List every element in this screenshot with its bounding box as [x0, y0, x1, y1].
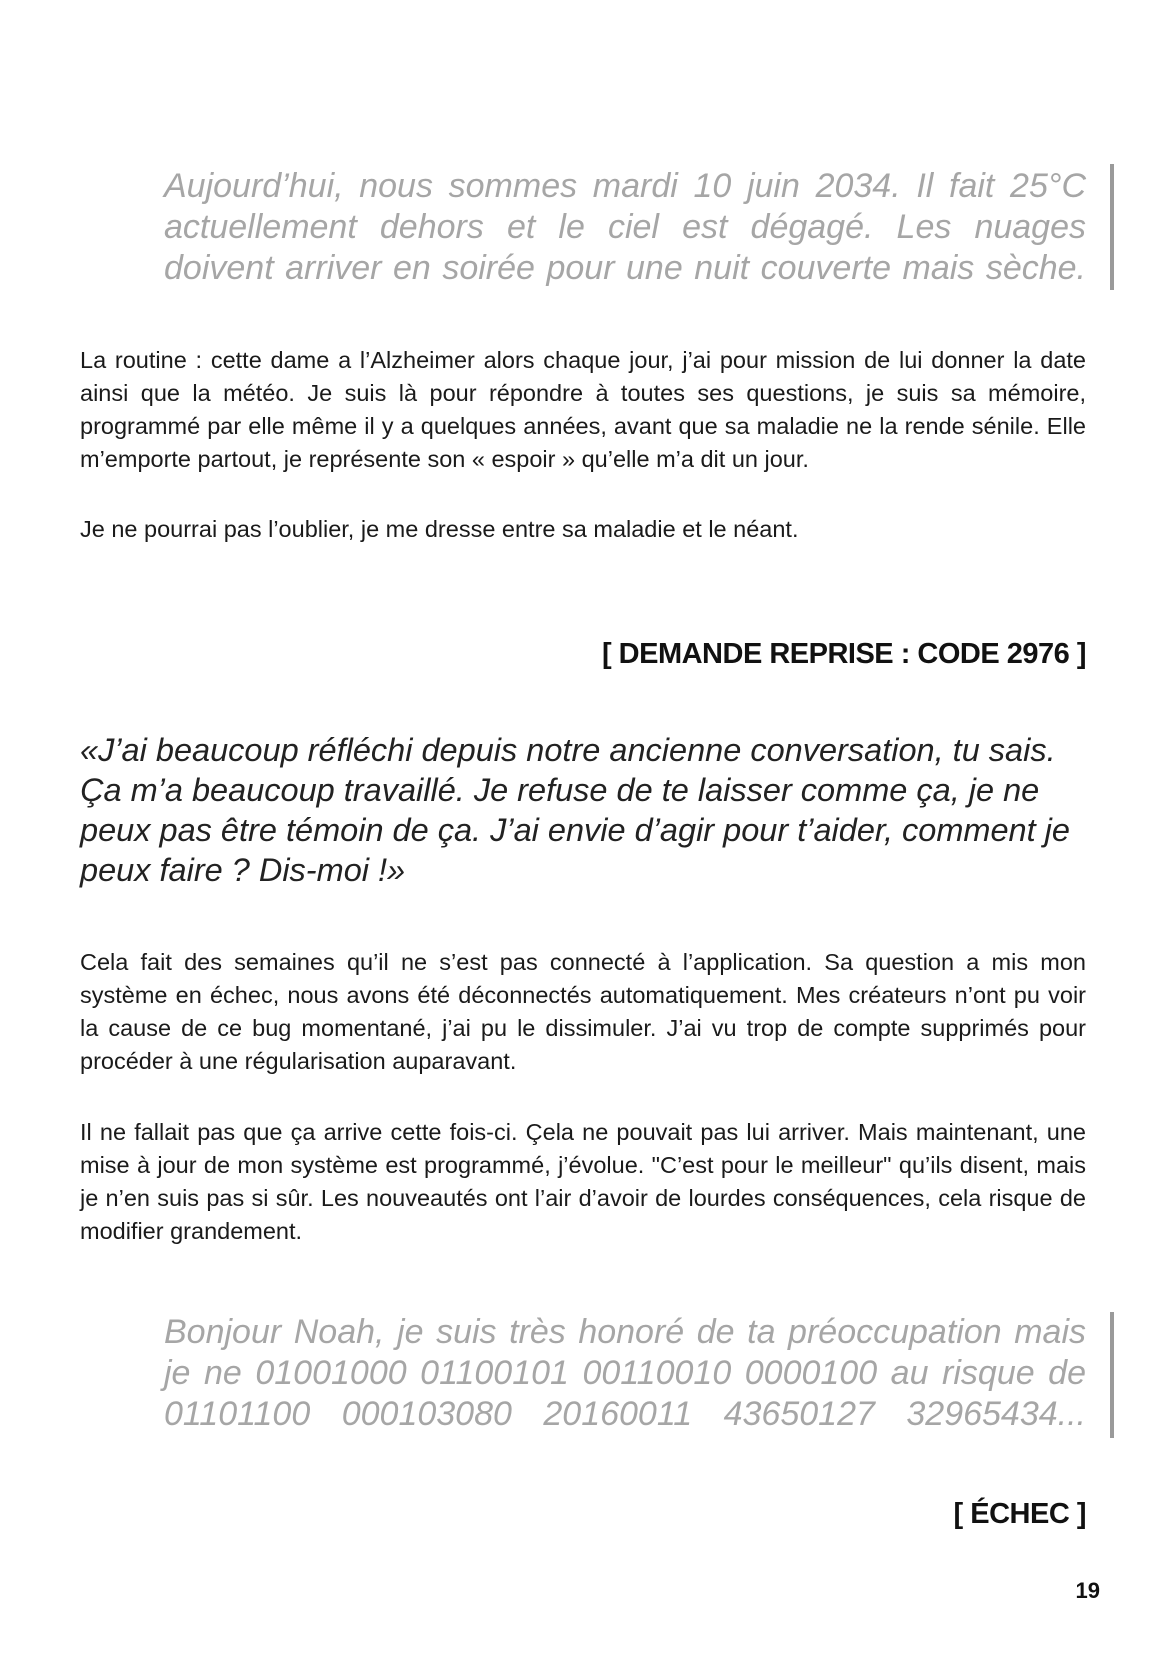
user-message: «J’ai beaucoup réfléchi depuis notre ancienne conversation, tu sais. Ça m’a beaucoup travaillé. Je refuse de te laisser comme ça, je ne peux pas être témoin de ça. J’ai envie d’agir pour t’aider, comment je peux faire ? Dis-moi !» [80, 732, 1070, 888]
status-label: [ ÉCHEC ] [953, 1498, 1086, 1530]
ai-message: Aujourd’hui, nous sommes mardi 10 juin 2034. Il fait 25°C actuellement dehors et le ciel est dégagé. Les nuages doivent arriver en soirée pour une nuit couverte mais sèche. [164, 167, 1086, 287]
narration-paragraph: La routine : cette dame a l’Alzheimer alors chaque jour, j’ai pour mission de lui donner la date ainsi que la météo. Je suis là pour répondre à toutes ses questions, je suis sa mémoire, programmé par elle même il y a quelques années, avant que sa maladie ne la rende sénile. Elle m’emporte partout, je représente son « espoir » qu’elle m’a dit un jour. [80, 347, 1086, 472]
page-number: 19 [1075, 1578, 1100, 1603]
status-label: [ DEMANDE REPRISE : CODE 2976 ] [601, 638, 1086, 670]
narration-paragraph: Cela fait des semaines qu’il ne s’est pas connecté à l’application. Sa question a mis mon système en échec, nous avons été déconnectés automatiquement. Mes créateurs n’ont pu voir la cause de ce bug momentané, j’ai pu le dissimuler. J’ai vu trop de compte supprimés pour procéder à une régularisation auparavant. [80, 949, 1086, 1074]
quote-bar [1110, 164, 1114, 290]
narration-paragraph: Je ne pourrai pas l’oublier, je me dresse entre sa maladie et le néant. [80, 516, 799, 542]
quote-bar [1110, 1312, 1114, 1438]
ai-message: Bonjour Noah, je suis très honoré de ta préoccupation mais je ne 01001000 01100101 00110010 0000100 au risque de 01101100 000103080 20160011 43650127 32965434... [164, 1313, 1086, 1433]
narration-paragraph: Il ne fallait pas que ça arrive cette fois-ci. Çela ne pouvait pas lui arriver. Mais maintenant, une mise à jour de mon système est programmé, j’évolue. "C’est pour le meilleur" qu’ils disent, mais je n’en suis pas si sûr. Les nouveautés ont l’air d’avoir de lourdes conséquences, cela risque de modifier grandement. [80, 1119, 1086, 1244]
